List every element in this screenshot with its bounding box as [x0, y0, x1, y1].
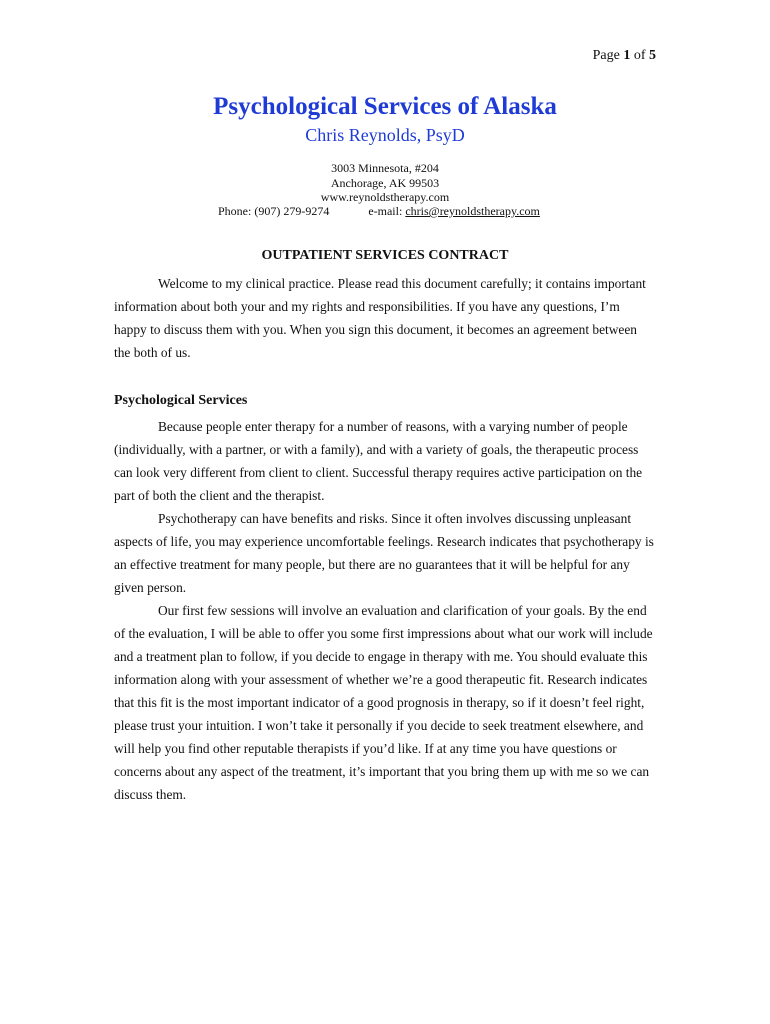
website-text: www.reynoldstherapy.com	[320, 190, 450, 204]
address-line-2: Anchorage, AK 99503	[330, 175, 440, 190]
page-prefix: Page	[592, 48, 620, 63]
page-total: 5	[649, 48, 656, 63]
services-paragraph-1: Because people enter therapy for a number of reasons, with a varying number of people (individually, with a partner, or with a family), and with a variety of goals, the therapeutic process can look very different from client to client. Successful therapy requires active participation on the part of both the client and the therapist.	[114, 419, 643, 503]
services-paragraph-3: Our first few sessions will involve an evaluation and clarification of your goals. By the end of the evaluation, I will be able to offer you some first impressions about what our work will include and a treatment plan to follow, if you decide to engage in therapy with me. You should evaluate this information along with your assessment of whether we’re a good therapeutic fit. Research indicates that this fit is the most important indicator of a good prognosis in therapy, so if it doesn’t feel right, please trust your intuition. I won’t take it personally if you decide to seek treatment elsewhere, and will help you find other reputable therapists if you’d like. If at any time you have questions or concerns about any aspect of the treatment, it’s important that you bring them up with me so we can discuss them.	[114, 603, 653, 802]
intro-paragraph: Welcome to my clinical practice. Please read this document carefully; it contains important information about both your and my rights and responsibilities. If you have any questions, I’m happy to discuss them with you. When you sign this document, it becomes an agreement between the both of us.	[114, 276, 646, 360]
contact-line	[218, 204, 540, 219]
services-paragraph-2: Psychotherapy can have benefits and risks. Since it often involves discussing unpleasant aspects of life, you may experience uncomfortable feelings. Research indicates that psychotherapy is an effective treatment for many people, but there are no guarantees that it will be helpful for any given person.	[114, 511, 654, 595]
address-line-1: 3003 Minnesota, #204	[331, 161, 439, 175]
psychological-services-section	[114, 415, 654, 806]
psychological-services-heading: Psychological Services	[114, 393, 248, 408]
practice-title: Psychological Services of Alaska	[213, 93, 557, 120]
page-of: of	[633, 48, 646, 63]
address-block	[0, 161, 770, 205]
email-link[interactable]: chris@reynoldstherapy.com	[405, 204, 540, 218]
practitioner-name: Chris Reynolds, PsyD	[305, 125, 465, 145]
contract-heading: OUTPATIENT SERVICES CONTRACT	[261, 248, 509, 263]
page-current: 1	[623, 48, 631, 63]
email-label: e-mail:	[368, 204, 403, 218]
intro-section	[114, 272, 654, 364]
page-number	[593, 48, 656, 64]
phone-text: Phone: (907) 279-9274	[218, 204, 330, 218]
